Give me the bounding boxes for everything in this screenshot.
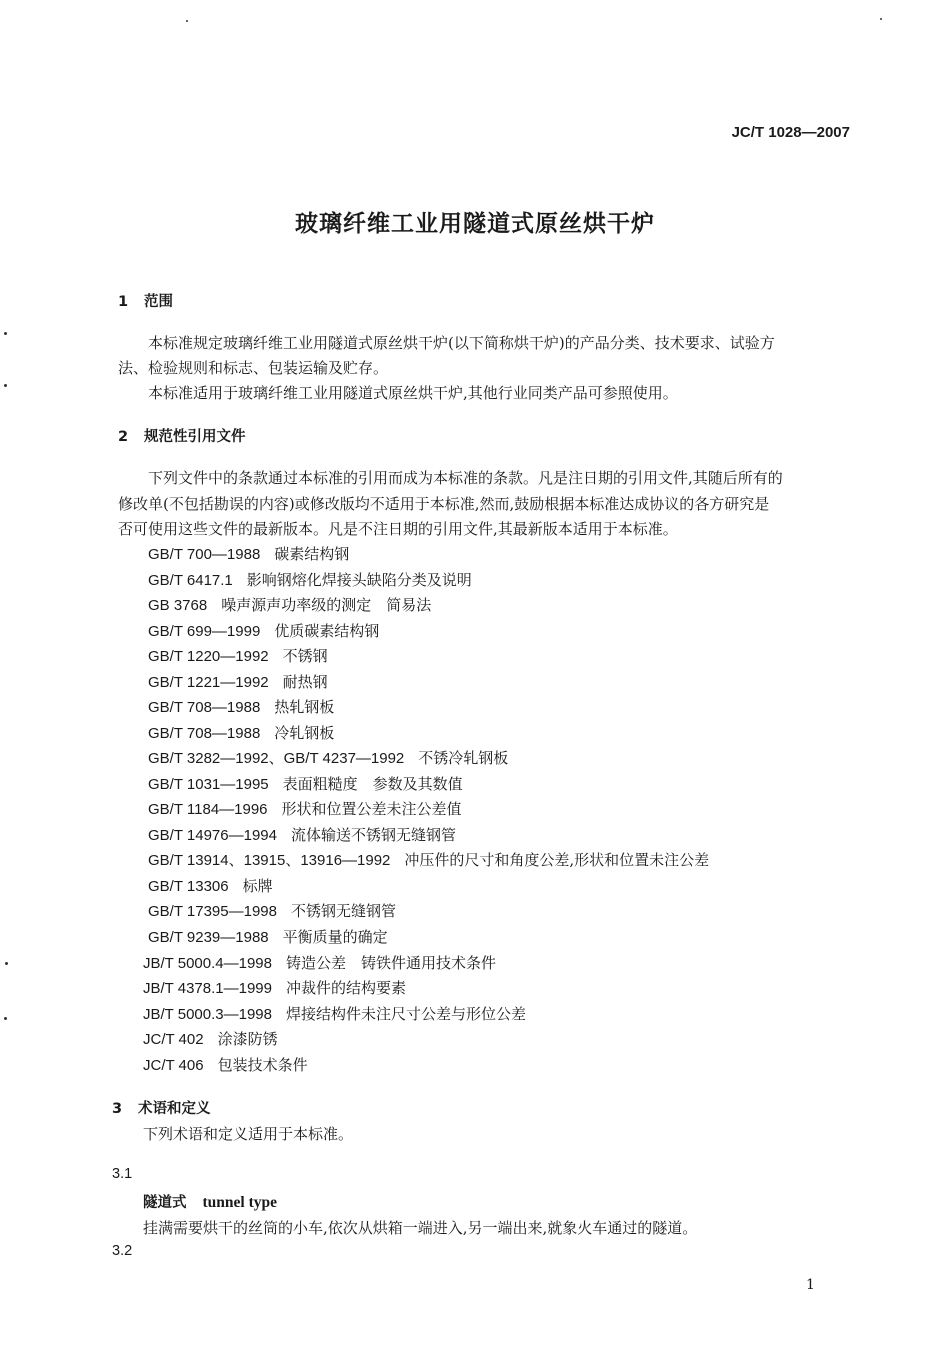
reference-item [143, 1028, 278, 1049]
reference-item [143, 952, 496, 973]
section-3-intro: 下列术语和定义适用于本标准。 [143, 1125, 354, 1143]
reference-code: GB/T 708—1988 [148, 699, 261, 716]
section-1-paragraph-1-line-1: 本标准规定玻璃纤维工业用隧道式原丝烘干炉(以下简称烘干炉)的产品分类、技术要求、试验方 [148, 334, 775, 352]
reference-title: 表面粗糙度 参数及其数值 [282, 775, 463, 793]
reference-title: 流体输送不锈钢无缝钢管 [290, 826, 456, 844]
reference-item [148, 875, 273, 896]
reference-title: 碳素结构钢 [274, 545, 350, 563]
term-entry [143, 1191, 277, 1212]
section-number: 1 [118, 294, 129, 310]
reference-title: 冲压件的尺寸和角度公差,形状和位置未注公差 [404, 851, 710, 869]
section-title: 规范性引用文件 [144, 429, 246, 445]
scan-speck [5, 962, 8, 965]
reference-code: GB/T 1221—1992 [148, 674, 269, 691]
reference-code: GB/T 699—1999 [148, 623, 261, 640]
document-title: 玻璃纤维工业用隧道式原丝烘干炉 [295, 211, 655, 237]
reference-title: 不锈冷轧钢板 [418, 749, 509, 767]
reference-code: GB/T 6417.1 [148, 572, 233, 589]
reference-item [148, 900, 396, 921]
reference-title: 热轧钢板 [274, 698, 335, 716]
reference-title: 优质碳素结构钢 [274, 622, 380, 640]
reference-code: GB/T 1220—1992 [148, 648, 269, 665]
reference-title: 铸造公差 铸铁件通用技术条件 [285, 954, 496, 972]
reference-item [148, 798, 462, 819]
reference-item [148, 543, 349, 564]
reference-item [148, 620, 379, 641]
reference-item [148, 849, 709, 870]
section-2-heading [118, 425, 246, 446]
reference-title: 不锈钢 [282, 647, 328, 665]
term-chinese: 隧道式 [143, 1195, 187, 1211]
subsection-3-1-number: 3.1 [112, 1166, 133, 1182]
section-1-heading [118, 290, 173, 311]
reference-code: GB/T 9239—1988 [148, 929, 269, 946]
section-title: 范围 [144, 294, 173, 310]
section-1-paragraph-1-line-2: 法、检验规则和标志、包装运输及贮存。 [118, 359, 389, 377]
document-number: JC/T 1028—2007 [731, 124, 850, 141]
term-definition: 挂满需要烘干的丝筒的小车,依次从烘箱一端进入,另一端出来,就象火车通过的隧道。 [143, 1219, 698, 1237]
reference-title: 不锈钢无缝钢管 [290, 902, 396, 920]
section-3-heading [112, 1097, 211, 1118]
reference-code: GB/T 17395—1998 [148, 903, 277, 920]
reference-item [148, 926, 388, 947]
reference-item [148, 747, 508, 768]
reference-code: JB/T 5000.3—1998 [143, 1006, 272, 1023]
reference-code: GB/T 13306 [148, 878, 229, 895]
reference-title: 包装技术条件 [217, 1056, 308, 1074]
reference-title: 噪声源声功率级的测定 简易法 [221, 596, 432, 614]
reference-item [148, 722, 334, 743]
section-number: 2 [118, 429, 129, 445]
reference-title: 形状和位置公差未注公差值 [281, 800, 462, 818]
reference-code: GB/T 700—1988 [148, 546, 261, 563]
reference-item [143, 1003, 526, 1024]
scan-speck [880, 18, 882, 20]
reference-title: 冲裁件的结构要素 [285, 979, 406, 997]
reference-title: 影响钢熔化焊接头缺陷分类及说明 [246, 571, 472, 589]
section-number: 3 [112, 1101, 123, 1117]
reference-item [148, 696, 334, 717]
scan-speck [4, 332, 7, 335]
reference-item [143, 977, 406, 998]
reference-item [148, 824, 456, 845]
page-number: 1 [806, 1277, 815, 1293]
reference-code: GB/T 708—1988 [148, 725, 261, 742]
reference-title: 耐热钢 [282, 673, 328, 691]
reference-title: 平衡质量的确定 [282, 928, 388, 946]
reference-title: 焊接结构件未注尺寸公差与形位公差 [285, 1005, 526, 1023]
reference-code: JC/T 402 [143, 1031, 204, 1048]
term-english: tunnel type [202, 1194, 277, 1211]
reference-code: JB/T 5000.4—1998 [143, 955, 272, 972]
reference-title: 标牌 [242, 877, 273, 895]
scan-speck [186, 20, 188, 22]
reference-item [148, 645, 328, 666]
reference-code: JB/T 4378.1—1999 [143, 980, 272, 997]
subsection-3-2-number: 3.2 [112, 1243, 133, 1259]
reference-item [148, 671, 328, 692]
scan-speck [4, 1017, 7, 1020]
section-2-intro-line-1: 下列文件中的条款通过本标准的引用而成为本标准的条款。凡是注日期的引用文件,其随后所有的 [148, 469, 783, 487]
reference-code: GB/T 14976—1994 [148, 827, 277, 844]
reference-title: 涂漆防锈 [217, 1030, 278, 1048]
section-title: 术语和定义 [138, 1101, 211, 1117]
reference-code: GB/T 13914、13915、13916—1992 [148, 852, 391, 869]
reference-item [148, 569, 472, 590]
reference-code: GB/T 1031—1995 [148, 776, 269, 793]
section-1-paragraph-2: 本标准适用于玻璃纤维工业用隧道式原丝烘干炉,其他行业同类产品可参照使用。 [148, 384, 678, 402]
reference-code: GB/T 1184—1996 [148, 801, 268, 818]
reference-item [143, 1054, 308, 1075]
reference-code: JC/T 406 [143, 1057, 204, 1074]
reference-item [148, 773, 463, 794]
section-2-intro-line-2: 修改单(不包括勘误的内容)或修改版均不适用于本标准,然而,鼓励根据本标准达成协议的各方研究是 [118, 495, 770, 513]
reference-title: 冷轧钢板 [274, 724, 335, 742]
reference-item [148, 594, 431, 615]
reference-code: GB 3768 [148, 597, 208, 614]
scan-speck [4, 384, 7, 387]
reference-code: GB/T 3282—1992、GB/T 4237—1992 [148, 750, 405, 767]
section-2-intro-line-3: 否可使用这些文件的最新版本。凡是不注日期的引用文件,其最新版本适用于本标准。 [118, 520, 678, 538]
